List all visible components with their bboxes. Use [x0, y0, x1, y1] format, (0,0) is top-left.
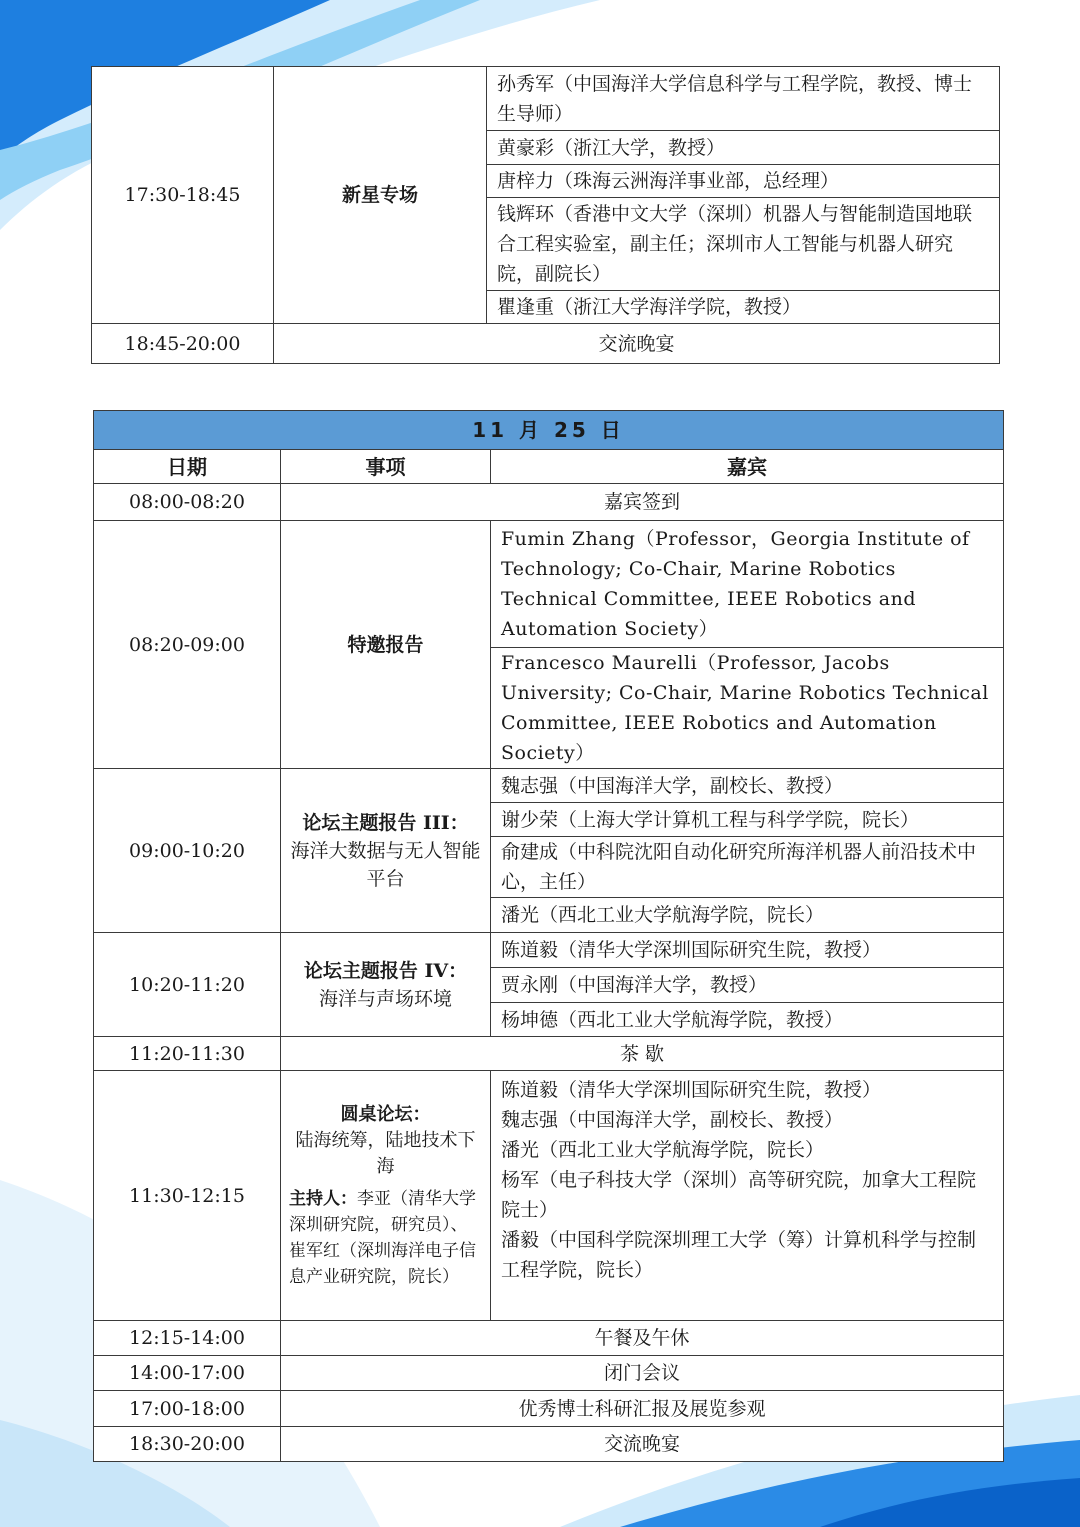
speaker-cell: 俞建成（中科院沈阳自动化研究所海洋机器人前沿技术中心，主任）	[491, 837, 1004, 898]
list-item: 杨军（电子科技大学（深圳）高等研究院，加拿大工程院院士）	[501, 1169, 977, 1221]
speaker-cell: 杨坤德（西北工业大学航海学院，教授）	[491, 1003, 1004, 1037]
topic-cell: 特邀报告	[281, 521, 491, 769]
schedule-table-continued	[91, 66, 1000, 364]
time-cell: 14:00-17:00	[94, 1356, 281, 1391]
topic-subtitle: 海洋大数据与无人智能平台	[290, 839, 481, 890]
speaker-cell: 唐梓力（珠海云洲海洋事业部，总经理）	[487, 165, 1000, 198]
list-item: 潘光（西北工业大学航海学院，院长）	[501, 1139, 825, 1161]
time-cell: 08:00-08:20	[94, 484, 281, 521]
topic-cell: 新星专场	[274, 67, 487, 324]
speaker-cell: 潘光（西北工业大学航海学院，院长）	[491, 898, 1004, 933]
time-cell: 17:30-18:45	[92, 67, 274, 324]
list-item: 潘毅（中国科学院深圳理工大学（筹）计算机科学与控制工程学院，院长）	[501, 1229, 977, 1281]
speaker-cell: 陈道毅（清华大学深圳国际研究生院，教授）	[491, 933, 1004, 968]
speaker-cell	[491, 1071, 1004, 1321]
speaker-cell: 瞿逢重（浙江大学海洋学院，教授）	[487, 291, 1000, 324]
event-cell: 优秀博士科研汇报及展览参观	[281, 1391, 1004, 1427]
host-label: 主持人：	[289, 1188, 357, 1209]
event-cell: 交流晚宴	[281, 1427, 1004, 1462]
speaker-cell: 谢少荣（上海大学计算机工程与科学学院，院长）	[491, 803, 1004, 837]
event-cell: 闭门会议	[281, 1356, 1004, 1391]
topic-title: 圆桌论坛：	[340, 1103, 431, 1125]
topic-cell	[281, 1071, 491, 1321]
time-cell: 12:15-14:00	[94, 1321, 281, 1356]
topic-title: 论坛主题报告 IV：	[303, 959, 468, 982]
column-header-item: 事项	[281, 450, 491, 484]
column-header-guest: 嘉宾	[491, 450, 1004, 484]
speaker-cell: 孙秀军（中国海洋大学信息科学与工程学院，教授、博士生导师）	[487, 67, 1000, 131]
list-item: 陈道毅（清华大学深圳国际研究生院，教授）	[501, 1079, 882, 1101]
event-cell: 嘉宾签到	[281, 484, 1004, 521]
speaker-cell: 魏志强（中国海洋大学，副校长、教授）	[491, 769, 1004, 803]
time-cell: 10:20-11:20	[94, 933, 281, 1037]
time-cell: 11:20-11:30	[94, 1037, 281, 1071]
topic-cell	[281, 933, 491, 1037]
speaker-cell: 贾永刚（中国海洋大学，教授）	[491, 968, 1004, 1003]
speaker-cell: 钱辉环（香港中文大学（深圳）机器人与智能制造国地联合工程实验室，副主任；深圳市人工智能与机器人研究院，副院长）	[487, 198, 1000, 291]
topic-title: 论坛主题报告 III：	[302, 811, 469, 834]
topic-subtitle: 陆海统筹，陆地技术下海	[295, 1129, 476, 1177]
host-text: 李亚（清华大学深圳研究院，研究员）、崔军红（深圳海洋电子信息产业研究院，院长）	[289, 1188, 476, 1287]
time-cell: 09:00-10:20	[94, 769, 281, 933]
time-cell: 18:45-20:00	[92, 324, 274, 364]
event-cell: 交流晚宴	[274, 324, 1000, 364]
topic-subtitle: 海洋与声场环境	[318, 987, 452, 1010]
speaker-cell: 黄豪彩（浙江大学，教授）	[487, 131, 1000, 165]
speaker-cell: Fumin Zhang（Professor，Georgia Institute of Technology; Co-Chair, Marine Robotics Technical Committee, IEEE Robotics and Automation Society）	[491, 521, 1004, 648]
event-cell: 午餐及午休	[281, 1321, 1004, 1356]
schedule-table-day2	[93, 410, 1004, 1462]
date-header: 11 月 25 日	[94, 411, 1004, 450]
speaker-cell: Francesco Maurelli（Professor, Jacobs University; Co-Chair, Marine Robotics Technical Committee, IEEE Robotics and Automation Society）	[491, 648, 1004, 769]
time-cell: 18:30-20:00	[94, 1427, 281, 1462]
topic-cell	[281, 769, 491, 933]
time-cell: 11:30-12:15	[94, 1071, 281, 1321]
list-item: 魏志强（中国海洋大学，副校长、教授）	[501, 1109, 844, 1131]
host-info	[289, 1186, 482, 1290]
time-cell: 08:20-09:00	[94, 521, 281, 769]
time-cell: 17:00-18:00	[94, 1391, 281, 1427]
event-cell: 茶 歇	[281, 1037, 1004, 1071]
column-header-date: 日期	[94, 450, 281, 484]
